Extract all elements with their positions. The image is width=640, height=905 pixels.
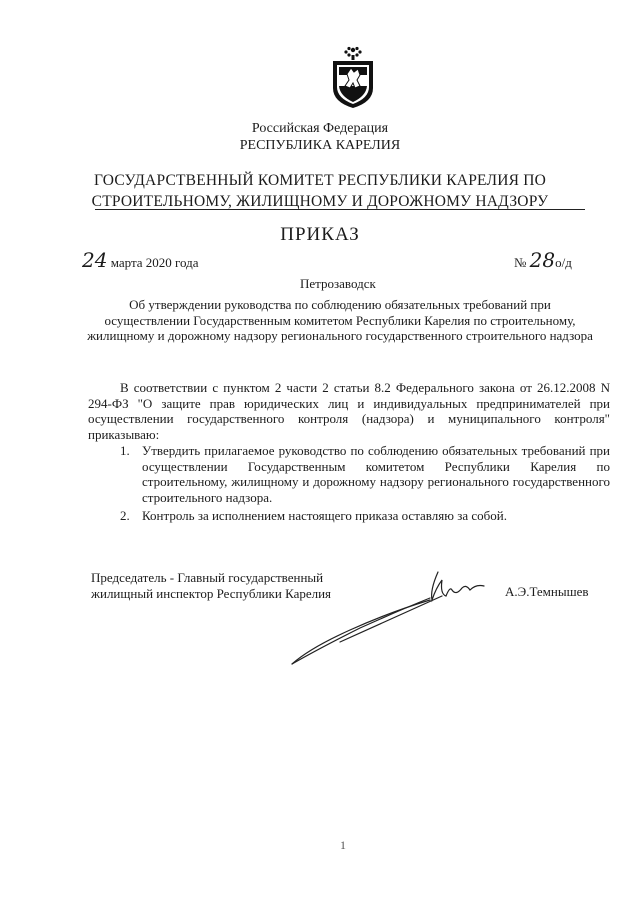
list-item-number: 1. <box>120 443 130 458</box>
organization-line-2: СТРОИТЕЛЬНОМУ, ЖИЛИЩНОМУ И ДОРОЖНОМУ НАДЗОРУ <box>91 193 549 210</box>
document-title: ПРИКАЗ <box>280 224 360 245</box>
list-item <box>88 443 610 505</box>
number-sign: № <box>514 255 527 270</box>
signer-position-line-2: жилищный инспектор Республики Карелия <box>91 586 332 601</box>
list-item-text: Утвердить прилагаемое руководство по соблюдению обязательных требований при осуществлении Государственным комитетом Республики Карелия по строительному, жилищному и дорожному надзору регионального государственного строительного надзора. <box>142 443 610 505</box>
document-date <box>82 248 199 272</box>
city-name: Петрозаводск <box>300 276 376 291</box>
header-divider <box>95 209 585 210</box>
page-number: 1 <box>340 838 346 852</box>
number-value-handwritten: 28 <box>529 248 556 272</box>
date-day-handwritten: 24 <box>82 248 108 272</box>
republic-name: РЕСПУБЛИКА КАРЕЛИЯ <box>239 138 401 153</box>
handwritten-signature <box>280 560 510 675</box>
coat-of-arms-emblem <box>327 44 379 110</box>
organization-line-1: ГОСУДАРСТВЕННЫЙ КОМИТЕТ РЕСПУБЛИКИ КАРЕЛИЯ ПО <box>93 172 546 189</box>
document-number <box>514 248 572 272</box>
signer-name: А.Э.Темнышев <box>505 584 589 599</box>
country-name: Российская Федерация <box>251 121 389 136</box>
order-subject: Об утверждении руководства по соблюдению обязательных требований при осуществлении Государственным комитетом Республики Карелия по строительному, жилищному и дорожному надзору регионального государственного строительного надзора <box>87 297 593 343</box>
organization-name <box>0 170 640 212</box>
list-item-number: 2. <box>120 508 130 523</box>
preamble-paragraph: В соответствии с пунктом 2 части 2 статьи 8.2 Федерального закона от 26.12.2008 N 294-ФЗ "О защите прав юридических лиц и индивидуальных предпринимателей при осуществлении государственного контроля (надзора) и муниципального контроля" приказываю: <box>88 380 610 442</box>
number-suffix: о/д <box>555 255 572 270</box>
list-item-text: Контроль за исполнением настоящего приказа оставляю за собой. <box>142 508 507 523</box>
signer-position-line-1: Председатель - Главный государственный <box>91 570 324 585</box>
date-month-year: марта 2020 года <box>110 255 199 270</box>
list-item <box>88 508 610 524</box>
